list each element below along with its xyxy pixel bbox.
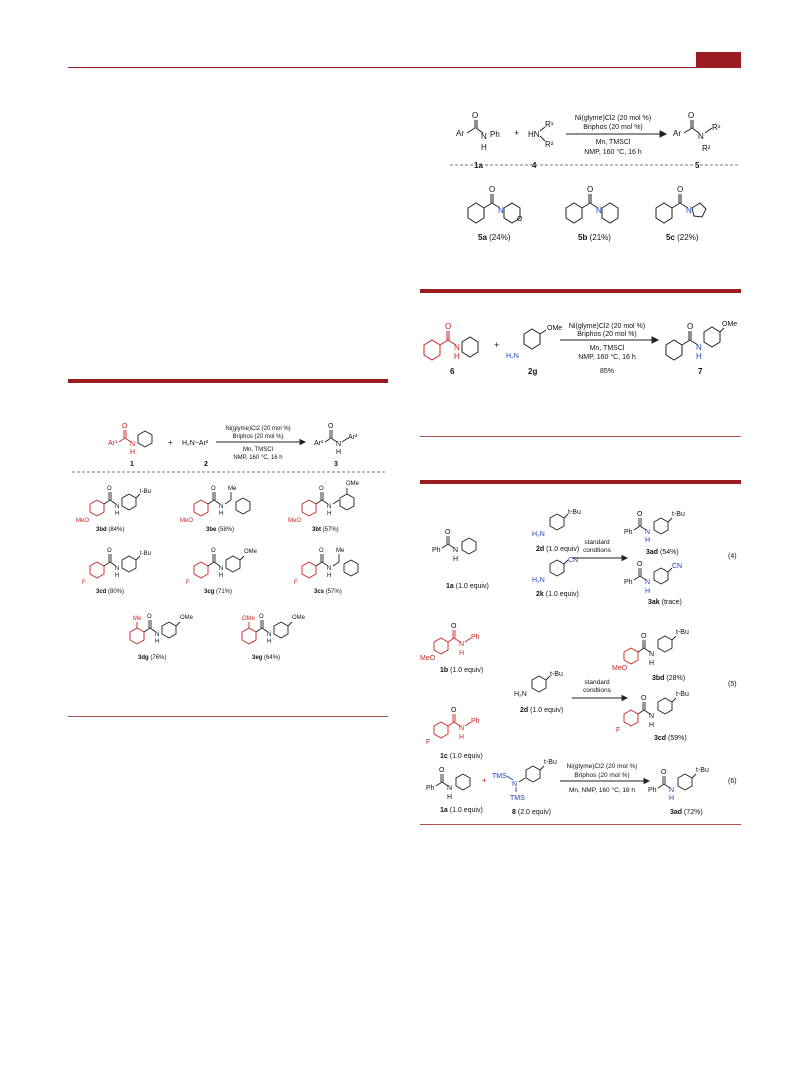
svg-text:MeO: MeO	[420, 655, 436, 662]
eq4-p1-label: 3ad (54%)	[646, 549, 679, 556]
svg-text:N: N	[498, 206, 504, 215]
eq4-product-3ad	[624, 511, 685, 544]
svg-text:H: H	[327, 573, 332, 579]
svg-text:Ph: Ph	[471, 634, 480, 641]
eq6-ligand: Briphos (20 mol %)	[574, 772, 630, 779]
label-3dg: 3dg (76%)	[138, 655, 167, 661]
svg-text:Ph: Ph	[490, 130, 500, 139]
svg-text:H: H	[649, 722, 655, 729]
svg-text:O: O	[489, 185, 496, 194]
svg-text:Ar²: Ar²	[348, 434, 358, 441]
catalyst-text: Ni(glyme)Cl2 (20 mol %)	[568, 323, 646, 330]
svg-text:N: N	[596, 206, 602, 215]
svg-text:H: H	[459, 734, 465, 741]
eq6-a1-label: 8 (2.0 equiv)	[512, 809, 551, 816]
reductant-text: Mn, TMSCl	[589, 345, 625, 352]
svg-text:Ph: Ph	[471, 718, 480, 725]
eq6-p1-label: 3ad (72%)	[670, 809, 703, 816]
svg-text:H: H	[459, 650, 465, 657]
competition-rule-top	[420, 480, 741, 484]
eq5-a1-label: 2d (1.0 equiv)	[520, 707, 564, 714]
scheme-rule-bottom	[420, 436, 741, 437]
svg-text:O: O	[259, 614, 264, 620]
svg-text:H: H	[669, 795, 675, 802]
svg-text:O: O	[211, 486, 216, 492]
label-1: 1	[130, 461, 134, 468]
svg-text:OMe: OMe	[547, 325, 563, 332]
scheme-top-amide-transamidation	[448, 108, 748, 268]
svg-text:Ph: Ph	[432, 547, 441, 554]
svg-text:N: N	[219, 566, 224, 572]
conditions-text: NMP, 160 °C, 16 h	[233, 455, 283, 461]
eq5-r2-label: 1c (1.0 equiv)	[440, 753, 483, 760]
svg-text:t-Bu: t-Bu	[696, 767, 709, 774]
product-3cg-structure	[186, 548, 258, 586]
svg-text:O: O	[661, 769, 667, 776]
svg-text:O: O	[637, 511, 643, 518]
svg-text:N: N	[669, 787, 675, 794]
product-3cs-structure	[294, 548, 358, 586]
svg-text:H: H	[336, 449, 342, 456]
svg-text:R²: R²	[702, 144, 711, 153]
svg-text:Ar¹: Ar¹	[314, 440, 324, 447]
svg-text:H₂N: H₂N	[532, 577, 545, 584]
label-3bd: 3bd (84%)	[96, 527, 125, 533]
label-5a: 5a (24%)	[478, 233, 511, 242]
svg-text:H₂N: H₂N	[506, 353, 519, 360]
svg-text:N: N	[649, 713, 655, 720]
svg-text:Ph: Ph	[624, 579, 633, 586]
svg-text:O: O	[641, 695, 647, 702]
svg-text:MeO: MeO	[180, 518, 194, 524]
svg-text:H: H	[447, 794, 453, 801]
label-4: 4	[532, 161, 537, 170]
svg-text:N: N	[219, 504, 224, 510]
ligand-text: Briphos (20 mol %)	[577, 331, 637, 338]
svg-text:Ph: Ph	[648, 787, 657, 794]
label-2: 2	[204, 461, 208, 468]
eq4-cond-2: condtions	[583, 547, 611, 554]
svg-text:Me: Me	[228, 486, 237, 492]
svg-text:OMe: OMe	[244, 549, 258, 555]
svg-text:O: O	[319, 486, 324, 492]
label-5b: 5b (21%)	[578, 233, 611, 242]
svg-text:+: +	[494, 340, 500, 350]
svg-text:R¹: R¹	[545, 120, 554, 129]
svg-text:H: H	[327, 511, 332, 517]
eq4-number: (4)	[728, 553, 737, 560]
ligand-text: Briphos (20 mol %)	[232, 434, 284, 440]
svg-text:O: O	[328, 423, 334, 430]
svg-text:O: O	[122, 423, 128, 430]
product-5b-structure	[566, 185, 618, 223]
label-3: 3	[334, 461, 338, 468]
svg-text:O: O	[439, 767, 445, 774]
label-3cs: 3cs (57%)	[314, 589, 342, 595]
svg-text:Ar: Ar	[673, 129, 681, 138]
svg-text:O: O	[445, 322, 452, 331]
eq5-amine-2d	[514, 671, 563, 698]
product-3cd-structure	[82, 548, 151, 586]
svg-text:O: O	[587, 185, 594, 194]
eq4-r1-label: 1a (1.0 equiv)	[446, 583, 489, 590]
svg-text:H: H	[645, 588, 651, 595]
eq5-reactant-1b	[420, 623, 480, 662]
label-2g: 2g	[528, 367, 538, 376]
svg-text:Me: Me	[336, 548, 345, 554]
svg-text:O: O	[687, 322, 694, 331]
product-3eg-structure	[242, 614, 306, 645]
svg-text:N: N	[130, 441, 136, 448]
svg-text:MeO: MeO	[288, 518, 302, 524]
eq6-reactant-1a	[426, 767, 470, 801]
svg-text:Me: Me	[133, 616, 142, 622]
svg-text:H: H	[130, 449, 136, 456]
svg-text:R²: R²	[545, 140, 554, 149]
svg-text:H: H	[115, 511, 120, 517]
svg-text:MeO: MeO	[76, 518, 90, 524]
product-3dg-structure	[130, 614, 194, 645]
eq6-product-3ad	[648, 767, 709, 802]
svg-text:O: O	[637, 561, 643, 568]
svg-text:+: +	[482, 776, 487, 785]
eq4-a2-label: 2k (1.0 equiv)	[536, 591, 579, 598]
svg-text:O: O	[445, 529, 451, 536]
eq6-r1-label: 1a (1.0 equiv)	[440, 807, 483, 814]
svg-text:+: +	[514, 128, 520, 138]
reactant-1a-structure	[456, 111, 500, 152]
product-5a-structure	[468, 185, 523, 223]
svg-text:Ph: Ph	[624, 529, 633, 536]
svg-text:O: O	[677, 185, 684, 194]
label-3cd: 3cd (80%)	[96, 589, 125, 595]
eq6-silylamine-8	[492, 759, 557, 802]
svg-text:N: N	[115, 566, 120, 572]
svg-text:t-Bu: t-Bu	[676, 629, 689, 636]
svg-text:H: H	[219, 511, 224, 517]
reductant-text: Mn, TMSCl	[595, 139, 631, 146]
eq5-cond-1: standard	[584, 679, 610, 686]
scheme-left-substrate-scope	[68, 418, 390, 678]
eq4-cond-1: standard	[584, 539, 610, 546]
svg-text:N: N	[645, 529, 651, 536]
svg-text:R¹: R¹	[712, 123, 721, 132]
svg-text:N: N	[512, 781, 518, 788]
svg-text:F: F	[616, 727, 621, 734]
conditions-text: NMP, 160 °C, 16 h	[578, 354, 636, 361]
svg-text:O: O	[147, 614, 152, 620]
svg-text:N: N	[645, 579, 651, 586]
svg-text:TMS: TMS	[510, 795, 525, 802]
svg-text:N: N	[115, 504, 120, 510]
svg-text:N: N	[327, 504, 332, 510]
svg-text:N: N	[459, 725, 465, 732]
svg-text:O: O	[107, 548, 112, 554]
svg-text:O: O	[517, 216, 523, 223]
svg-text:O: O	[107, 486, 112, 492]
catalyst-text: Ni(glyme)Cl2 (20 mol %)	[574, 115, 652, 122]
label-3cg: 3cg (71%)	[204, 589, 233, 595]
ligand-text: Briphos (20 mol %)	[583, 124, 643, 131]
svg-text:O: O	[688, 111, 695, 120]
header-rule	[68, 67, 741, 68]
svg-text:F: F	[82, 580, 86, 586]
svg-text:OMe: OMe	[180, 615, 194, 621]
svg-text:t-Bu: t-Bu	[140, 551, 152, 557]
competition-rule-bottom	[420, 824, 741, 825]
product-5c-structure	[656, 185, 706, 223]
eq4-reactant-1a	[432, 529, 476, 563]
scheme-competition-experiments	[420, 500, 742, 825]
eq5-reactant-1c	[426, 707, 480, 746]
svg-text:CN: CN	[672, 563, 683, 570]
eq5-number: (5)	[728, 681, 737, 688]
svg-text:H: H	[649, 660, 655, 667]
eq6-conditions: Mn, NMP, 160 °C, 16 h	[568, 787, 636, 794]
amine-2g-structure	[506, 325, 562, 360]
svg-text:O: O	[451, 707, 457, 714]
svg-text:F: F	[186, 580, 190, 586]
svg-text:t-Bu: t-Bu	[676, 691, 689, 698]
eq5-cond-2: condtions	[583, 687, 611, 694]
eq5-p2-label: 3cd (59%)	[654, 735, 687, 742]
eq5-r1-label: 1b (1.0 equiv)	[440, 667, 484, 674]
svg-text:N: N	[447, 785, 453, 792]
header-tab	[696, 52, 741, 68]
svg-text:N: N	[481, 132, 487, 141]
label-7: 7	[698, 367, 703, 376]
product-5-structure	[673, 111, 721, 153]
svg-text:N: N	[649, 651, 655, 658]
label-5: 5	[695, 161, 700, 170]
svg-text:H: H	[645, 537, 651, 544]
label-3eg: 3eg (64%)	[252, 655, 281, 661]
product-3-structure	[314, 423, 358, 456]
svg-text:OMe: OMe	[292, 615, 306, 621]
svg-text:N: N	[327, 566, 332, 572]
svg-text:OMe: OMe	[722, 321, 738, 328]
eq5-product-3bd	[612, 629, 689, 672]
scheme-middle-cyclohexyl	[420, 300, 742, 390]
svg-text:t-Bu: t-Bu	[672, 511, 685, 518]
svg-text:F: F	[294, 580, 298, 586]
reductant-text: Mn, TMSCl	[243, 447, 273, 453]
svg-text:MeO: MeO	[612, 665, 628, 672]
eq4-product-3ak	[624, 561, 682, 595]
svg-text:O: O	[641, 633, 647, 640]
svg-text:O: O	[319, 548, 324, 554]
svg-text:N: N	[459, 641, 465, 648]
svg-text:t-Bu: t-Bu	[568, 509, 581, 516]
conditions-text: NMP, 160 °C, 16 h	[584, 149, 642, 156]
svg-text:H: H	[454, 352, 460, 361]
product-3bd-structure	[76, 486, 151, 524]
svg-text:Ar¹: Ar¹	[108, 440, 118, 447]
product-7-structure	[666, 321, 737, 361]
svg-text:O: O	[451, 623, 457, 630]
svg-text:H: H	[696, 352, 702, 361]
svg-text:H₂N: H₂N	[532, 531, 545, 538]
label-3be: 3be (58%)	[206, 527, 235, 533]
product-3bt-structure	[288, 481, 360, 524]
eq6-number: (6)	[728, 778, 737, 785]
svg-text:t-Bu: t-Bu	[544, 759, 557, 766]
reactant-1-structure	[108, 423, 152, 456]
svg-text:CN: CN	[568, 557, 579, 564]
svg-text:H₂N: H₂N	[514, 691, 527, 698]
svg-text:N: N	[454, 343, 460, 352]
svg-text:N: N	[698, 132, 704, 141]
svg-text:H: H	[453, 556, 459, 563]
left-scheme-rule-bottom	[68, 716, 388, 717]
svg-text:N: N	[696, 343, 702, 352]
label-5c: 5c (22%)	[666, 233, 699, 242]
svg-text:N: N	[267, 632, 272, 638]
svg-text:F: F	[426, 739, 431, 746]
svg-text:N: N	[453, 547, 459, 554]
svg-text:OMe: OMe	[242, 616, 256, 622]
eq6-catalyst: Ni(glyme)Cl2 (20 mol %)	[566, 763, 638, 770]
svg-text:Ph: Ph	[426, 785, 435, 792]
yield-text: 85%	[599, 368, 615, 375]
label-1a: 1a	[474, 161, 483, 170]
eq4-amine-2d	[532, 509, 581, 538]
svg-text:H: H	[219, 573, 224, 579]
amine-4-structure	[528, 120, 554, 149]
amine-2-structure: H₂N−Ar²	[182, 440, 209, 447]
svg-text:N: N	[336, 441, 342, 448]
svg-text:TMS: TMS	[492, 773, 507, 780]
svg-text:t-Bu: t-Bu	[550, 671, 563, 678]
scheme-rule-top	[420, 289, 741, 293]
svg-text:t-Bu: t-Bu	[140, 489, 152, 495]
label-6: 6	[450, 367, 455, 376]
svg-text:Ar: Ar	[456, 129, 464, 138]
svg-text:H: H	[481, 143, 487, 152]
svg-text:N: N	[686, 206, 692, 215]
svg-text:+: +	[168, 438, 173, 447]
eq4-amine-2k	[532, 557, 578, 584]
svg-text:N: N	[155, 632, 160, 638]
eq4-p2-label: 3ak (trace)	[648, 599, 682, 606]
left-scheme-rule-top	[68, 379, 388, 383]
eq5-p1-label: 3bd (28%)	[652, 675, 686, 682]
svg-text:HN: HN	[528, 130, 540, 139]
svg-text:H: H	[267, 639, 272, 645]
catalyst-text: Ni(glyme)Cl2 (20 mol %)	[225, 426, 291, 432]
label-3bt: 3bt (57%)	[312, 527, 339, 533]
svg-text:O: O	[211, 548, 216, 554]
eq5-product-3cd	[616, 691, 689, 734]
svg-text:H: H	[155, 639, 160, 645]
eq4-a1-label: 2d (1.0 equiv)	[536, 546, 580, 553]
product-3be-structure	[180, 486, 250, 524]
reactant-6-structure	[424, 322, 478, 361]
svg-text:OMe: OMe	[346, 481, 360, 487]
svg-text:O: O	[472, 111, 479, 120]
svg-text:H: H	[115, 573, 120, 579]
